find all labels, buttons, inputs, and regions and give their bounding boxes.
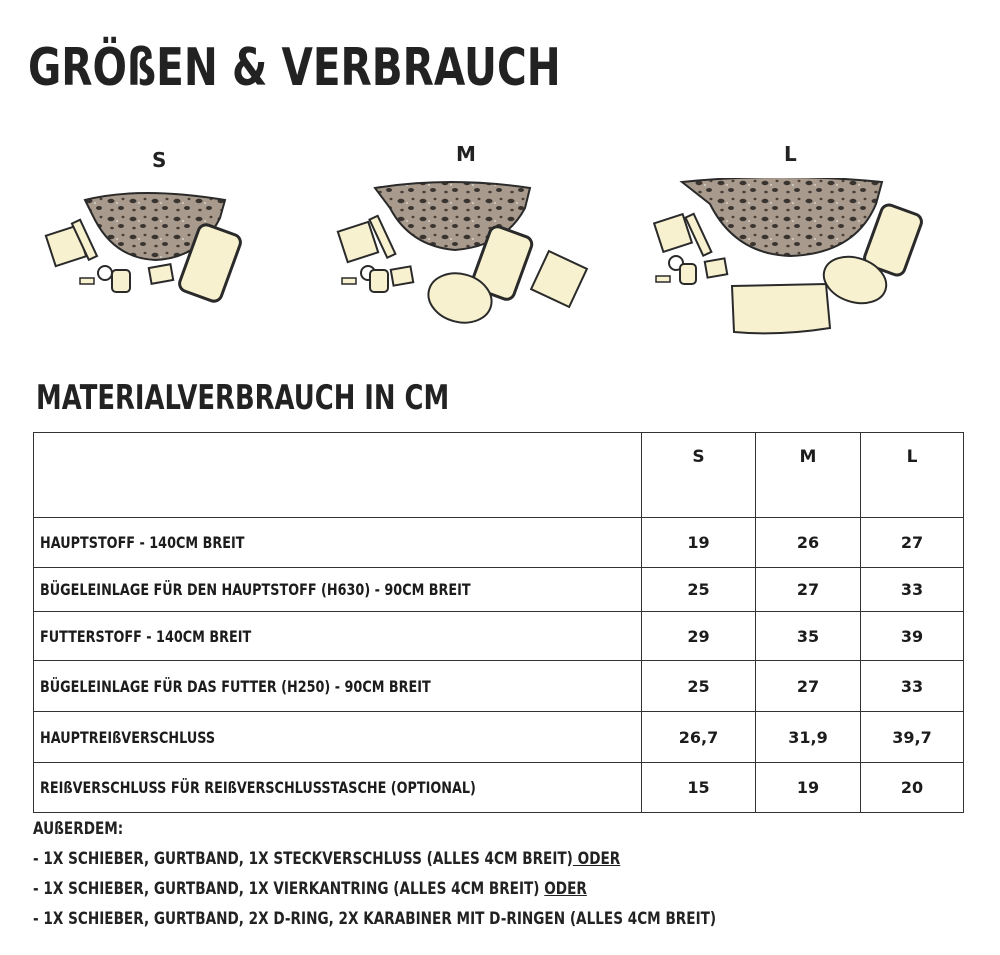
size-s-label: S: [152, 148, 167, 172]
size-l-items-icon: [650, 178, 950, 378]
material-table: [33, 432, 964, 813]
header-s: S: [642, 433, 756, 518]
value-s: 26,7: [642, 712, 756, 763]
value-l: 39,7: [861, 712, 964, 763]
size-s-illustration: [40, 140, 280, 350]
value-m: 27: [756, 568, 861, 612]
table-row: [34, 661, 964, 712]
row-desc: FUTTERSTOFF - 140CM BREIT: [34, 612, 642, 661]
extras-section: [33, 814, 887, 934]
extras-line: - 1X SCHIEBER, GURTBAND, 1X STECKVERSCHLUSS (ALLES 4CM BREIT) ODER: [33, 849, 621, 869]
page-title: GRÖßEN & VERBRAUCH: [28, 38, 561, 98]
row-desc: REIßVERSCHLUSS FÜR REIßVERSCHLUSSTASCHE (OPTIONAL): [34, 763, 642, 813]
section-title: MATERIALVERBRAUCH IN CM: [36, 378, 450, 418]
value-m: 27: [756, 661, 861, 712]
value-l: 39: [861, 612, 964, 661]
value-l: 20: [861, 763, 964, 813]
table-row: [34, 612, 964, 661]
value-m: 35: [756, 612, 861, 661]
table-row: [34, 712, 964, 763]
extras-heading: AUßERDEM:: [33, 819, 124, 839]
value-l: 27: [861, 518, 964, 568]
header-empty: [34, 433, 642, 518]
size-m-illustration: [330, 140, 600, 350]
row-desc: BÜGELEINLAGE FÜR DEN HAUPTSTOFF (H630) - 90CM BREIT: [34, 568, 642, 612]
size-l-illustration: [650, 140, 950, 350]
value-l: 33: [861, 661, 964, 712]
value-m: 31,9: [756, 712, 861, 763]
table-row: [34, 568, 964, 612]
extras-line: - 1X SCHIEBER, GURTBAND, 1X VIERKANTRING (ALLES 4CM BREIT) ODER: [33, 879, 587, 899]
header-m: M: [756, 433, 861, 518]
row-desc: BÜGELEINLAGE FÜR DAS FUTTER (H250) - 90CM BREIT: [34, 661, 642, 712]
value-m: 26: [756, 518, 861, 568]
header-l: L: [861, 433, 964, 518]
value-s: 15: [642, 763, 756, 813]
value-s: 29: [642, 612, 756, 661]
size-s-items-icon: [40, 178, 280, 348]
table-header-row: [34, 433, 964, 518]
size-m-label: M: [456, 142, 476, 166]
size-l-label: L: [784, 142, 797, 166]
size-m-items-icon: [330, 178, 600, 358]
table-row: [34, 518, 964, 568]
value-l: 33: [861, 568, 964, 612]
extras-line: - 1X SCHIEBER, GURTBAND, 2X D-RING, 2X KARABINER MIT D-RINGEN (ALLES 4CM BREIT): [33, 909, 717, 929]
value-s: 25: [642, 568, 756, 612]
value-s: 19: [642, 518, 756, 568]
value-m: 19: [756, 763, 861, 813]
row-desc: HAUPTSTOFF - 140CM BREIT: [34, 518, 642, 568]
row-desc: HAUPTREIßVERSCHLUSS: [34, 712, 642, 763]
table-row: [34, 763, 964, 813]
value-s: 25: [642, 661, 756, 712]
